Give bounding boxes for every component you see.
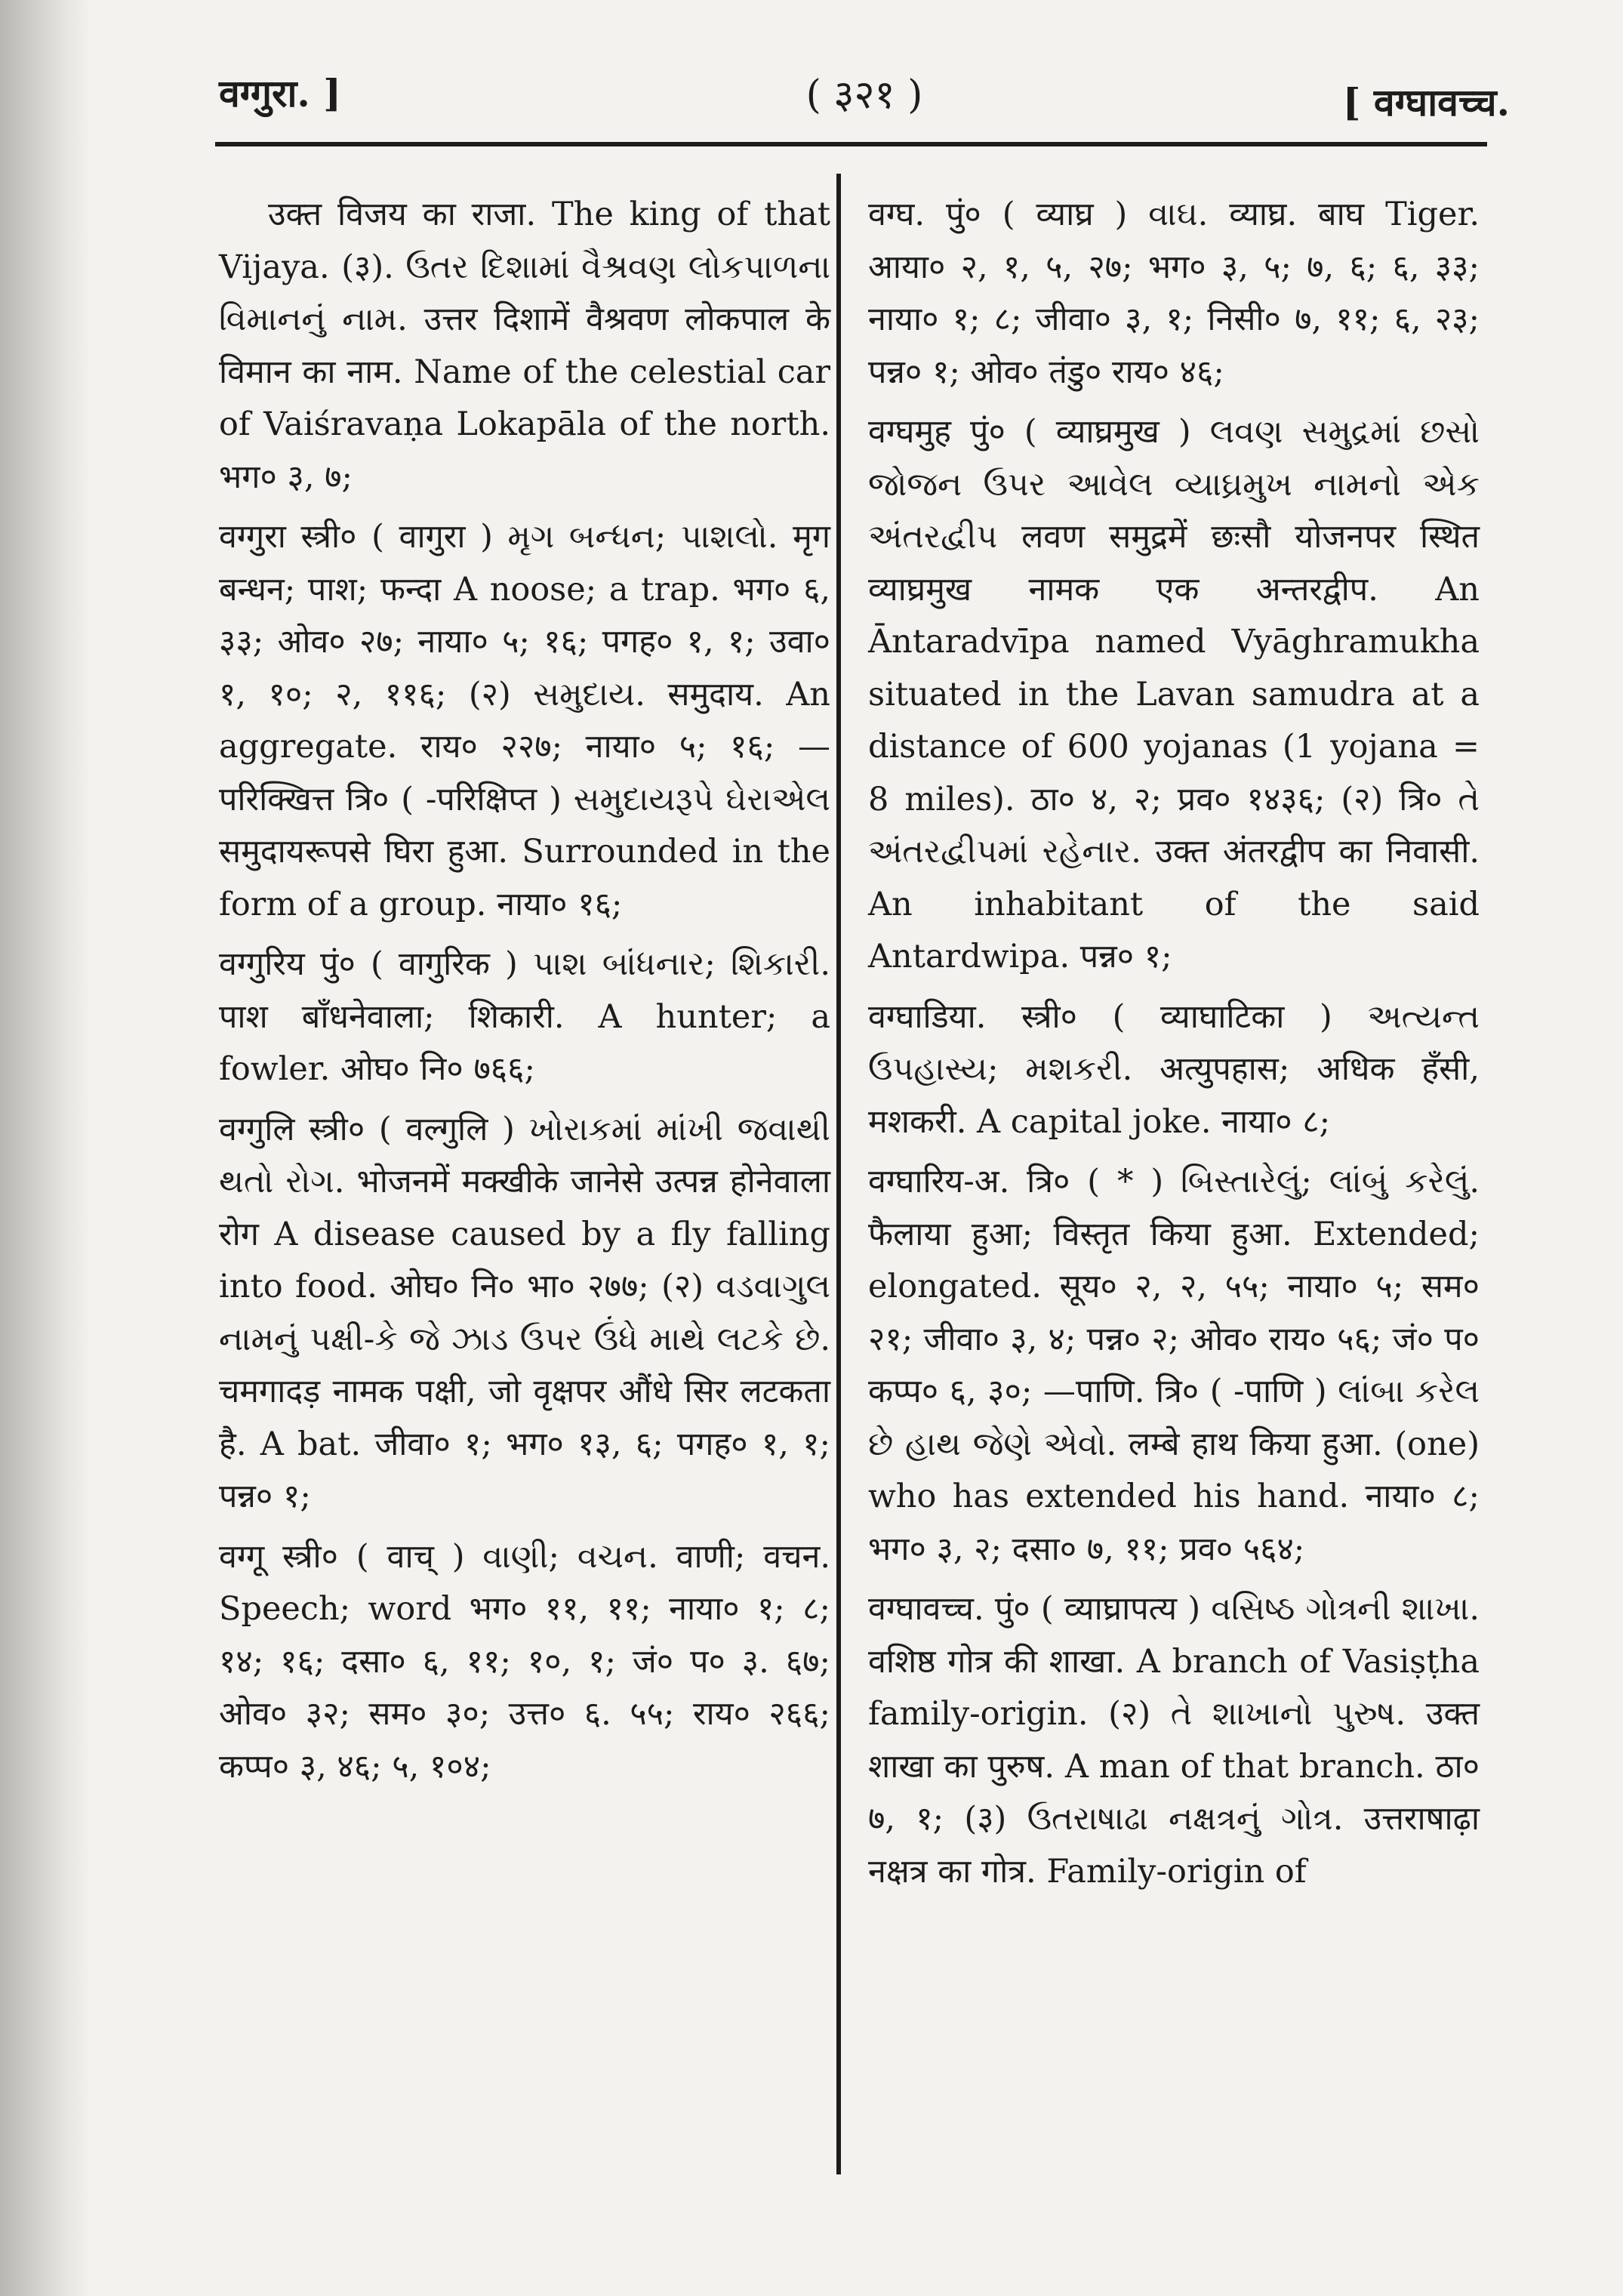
entry-vagguriya: वग्गुरिय पुं० ( वागुरिक ) પાશ બાંધનાર; શિકારી. पाश बाँधनेवाला; शिकारी. A hunter; a fowler. ओघ० नि० ७६६;: [219, 945, 830, 1088]
entry-vagghamuha: वग्घमुह पुं० ( व्याघ्रमुख ) લવણ સમુદ્રમાં છસો જોજન ઉપર આવેલ વ્યાઘ્રમુખ નામનો એક અંતરદ્વીપ लवण समुद्रमें छःसौ योजनपर स्थित व्याघ्रमुख नामक एक अन्तरद्वीप. An Āntaradvīpa named Vyāghramukha situated in the Lavan samudra at a distance of 600 yojanas (1 yojana = 8 miles). ठा० ४, २; प्रव० १४३६; (२) त्रि० તે અંતરદ્વીપમાં રહેનાર. उक्त अंतरद्वीप का निवासी. An inhabitant of the said Antardwipa. पन्न० १;: [868, 413, 1480, 975]
entry-vaggghariya: वग्घारिय-अ. त्रि० ( * ) બિસ્તારેલું; લાંબું કરેલું. फैलाया हुआ; विस्तृत किया हुआ. Extended; elongated. सूय० २, २, ५५; नाया० ५; सम० २१; जीवा० ३, ४; पन्न० २; ओव० राय० ५६; जं० प० कप्प० ६, ३०; —पाणि. त्रि० ( -पाणि ) લાંબા કરેલ છે હાથ જેણે એવો. लम्बे हाथ किया हुआ. (one) who has extended his hand. नाया० ८; भग० ३, २; दसा० ७, ११; प्रव० ५६४;: [868, 1163, 1480, 1568]
page-number: ( ३२१ ): [805, 72, 923, 118]
header-rule: [215, 142, 1487, 146]
entry-vagguli: वग्गुलि स्त्री० ( वल्गुलि ) ખોરાકમાં માંખી જવાથી થતો રોગ. भोजनमें मक्खीके जानेसे उत्पन्न होनेवाला रोग A disease caused by a fly falling into food. ओघ० नि० भा० २७७; (२) વડવાગુલ નામનું પક્ષી-કે જે ઝાડ ઉપર ઉંધે માથે લટકે છે. चमगादड़ नामक पक्षी, जो वृक्षपर औंधे सिर लटकता है. A bat. जीवा० १; भग० १३, ६; पगह० १, १; पन्न० १;: [219, 1110, 830, 1515]
page-header: [219, 53, 1510, 136]
entry-vaggura: वग्गुरा स्त्री० ( वागुरा ) મૃગ બન્ધન; પાશલો. मृग बन्धन; पाश; फन्दा A noose; a trap. भग० ६, ३३; ओव० २७; नाया० ५; १६; पगह० १, १; उवा० १, १०; २, ११६; (२) સમુદાય. समुदाय. An aggregate. राय० २२७; नाया० ५; १६; —परिक्खित्त त्रि० ( -परिक्षिप्त ) સમુદાયરૂપે ઘેરાએલ समुदायरूपसे घिरा हुआ. Surrounded in the form of a group. नाया० १६;: [219, 518, 830, 923]
scanned-page-edge: [0, 0, 91, 2296]
entry-vaggha: वग्घ. पुं० ( व्याघ्र ) વાઘ. व्याघ्र. बाघ Tiger. आया० २, १, ५, २७; भग० ३, ५; ७, ६; ६, ३३; नाया० १; ८; जीवा० ३, १; निसी० ७, ११; ६, २३; पन्न० १; ओव० तंडु० राय० ४६;: [868, 196, 1480, 391]
entry-vaggu: वग्गू स्त्री० ( वाच् ) વાણી; વચન. वाणी; वचन. Speech; word भग० ११, ११; नाया० १; ८; १४; १६; दसा० ६, ११; १०, १; जं० प० ३. ६७; ओव० ३२; सम० ३०; उत्त० ६. ५५; राय० २६६; कप्प० ३, ४६; ५, १०४;: [219, 1537, 830, 1786]
left-column: [219, 189, 830, 1793]
entry-vagghavacca: वग्घावच्च. पुं० ( व्याघ्रापत्य ) વસિષ્ઠ ગોત્રની શાખા. वशिष्ठ गोत्र की शाखा. A branch of Vasiṣṭha family-origin. (२) તે શાખાનો પુરુષ. उक्त शाखा का पुरुष. A man of that branch. ठा० ७, १; (३) ઉતરાષાઢા નક્ષત્રનું ગોત્ર. उत्तराषाढ़ा नक्षत्र का गोत्र. Family-origin of: [868, 1590, 1480, 1891]
column-divider: [836, 174, 841, 2174]
right-column: [868, 189, 1480, 1898]
entry-continuation: उक्त विजय का राजा. The king of that Vijaya. (३). ઉતર દિશામાં વૈશ્રવણ લોકપાળના વિમાનનું નામ. उत्तर दिशामें वैश्रवण लोकपाल के विमान का नाम. Name of the celestial car of Vaiśravaṇa Lokapāla of the north. भग० ३, ७;: [219, 196, 830, 496]
entry-vagghadiya: वग्घाडिया. स्त्री० ( व्याघाटिका ) અત્યન્ત ઉપહાસ્ય; મશકરી. अत्युपहास; अधिक हँसी, मशकरी. A capital joke. नाया० ८;: [868, 997, 1480, 1141]
right-guide-word: [ वग्घावच्च.: [1342, 80, 1510, 125]
left-guide-word: वग्गुरा. ]: [219, 71, 341, 116]
